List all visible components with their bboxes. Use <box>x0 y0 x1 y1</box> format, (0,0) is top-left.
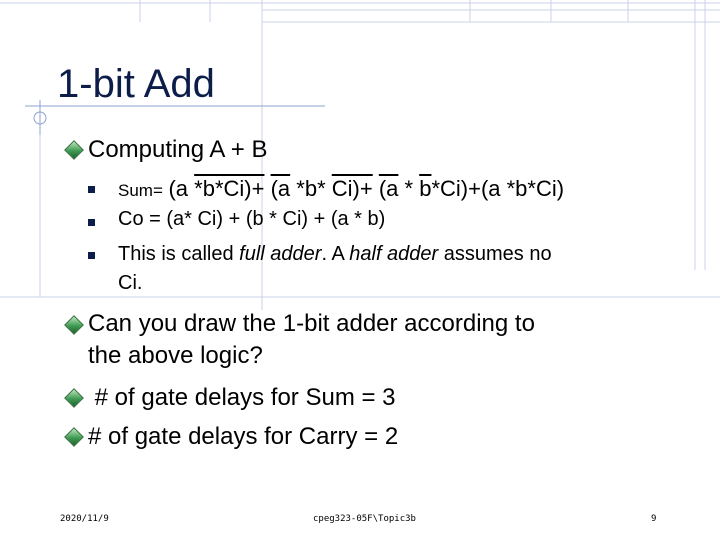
bullet-sum-delays: # of gate delays for Sum = 3 <box>88 384 396 411</box>
footer-date: 2020/11/9 <box>60 514 109 524</box>
half-adder-emphasis: half adder <box>349 243 439 265</box>
sum-term1-a: (a <box>168 176 189 201</box>
sum-term3-c: *Ci)+(a *b*Ci) <box>431 176 565 201</box>
bullet-draw-adder: Can you draw the 1-bit adder according to <box>88 310 535 337</box>
sum-term2-c: Ci)+ <box>331 176 373 201</box>
sum-term2-a: (a <box>270 176 291 201</box>
sum-term3-b: $\overline{b}$ <box>419 176 432 201</box>
full-adder-line <box>118 243 552 266</box>
sum-label: Sum= <box>118 181 163 200</box>
full-adder-line-cont: Ci. <box>118 272 143 294</box>
full-adder-text-pre: This is called <box>118 243 240 265</box>
square-bullet-icon <box>88 186 95 193</box>
diamond-bullet-icon <box>64 427 84 447</box>
square-bullet-icon <box>88 219 95 226</box>
slide-title: 1-bit Add <box>57 62 215 106</box>
bullet-computing: Computing A + B <box>88 136 268 163</box>
sum-term1-b: *b*Ci)+ <box>194 176 265 201</box>
footer-source: cpeg323-05F\Topic3b <box>313 514 416 524</box>
sum-line <box>118 176 564 202</box>
diamond-bullet-icon <box>64 140 84 160</box>
carry-line: Co = (a* Ci) + (b * Ci) + (a * b) <box>118 208 386 230</box>
full-adder-emphasis: full adder <box>239 243 322 265</box>
bullet-carry-delays: # of gate delays for Carry = 2 <box>88 423 399 450</box>
sum-term2-b: *b* <box>296 176 326 201</box>
sum-term3-star: * <box>398 176 420 201</box>
bullet-draw-adder-cont: the above logic? <box>88 342 263 369</box>
sum-term3-a: (a <box>378 176 399 201</box>
diamond-bullet-icon <box>64 388 84 408</box>
diamond-bullet-icon <box>64 315 84 335</box>
full-adder-text-post: assumes no <box>438 243 552 265</box>
full-adder-text-mid: . A <box>321 243 350 265</box>
square-bullet-icon <box>88 252 95 259</box>
footer-page-number: 9 <box>651 514 657 524</box>
